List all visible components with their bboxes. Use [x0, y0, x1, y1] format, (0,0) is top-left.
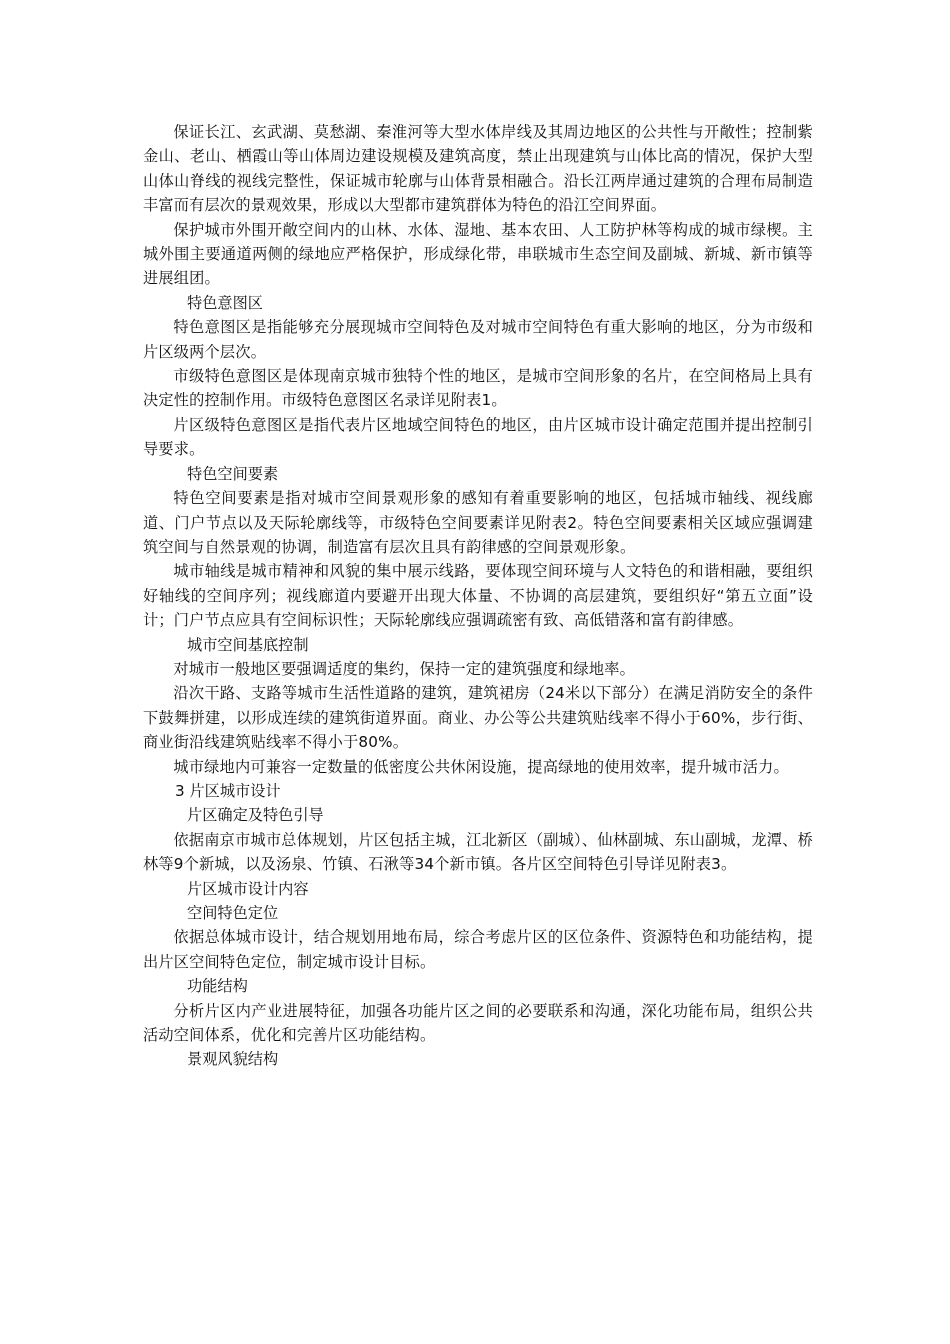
paragraph: 分析片区内产业进展特征，加强各功能片区之间的必要联系和沟通，深化功能布局，组织公共活动空间体系，优化和完善片区功能结构。 [143, 1001, 813, 1045]
section-heading: 城市空间基底控制 [187, 635, 309, 654]
section-heading: 片区确定及特色引导 [187, 806, 324, 825]
paragraph: 保护城市外围开敞空间内的山林、水体、湿地、基本农田、人工防护林等构成的城市绿楔。主城外围主要通道两侧的绿地应严格保护，形成绿化带，串联城市生态空间及副城、新城、新市镇等进展组团。 [143, 220, 813, 288]
paragraph: 依据总体城市设计，结合规划用地布局，综合考虑片区的区位条件、资源特色和功能结构，提出片区空间特色定位，制定城市设计目标。 [143, 928, 813, 971]
paragraph: 沿次干路、支路等城市生活性道路的建筑，建筑裙房（24米以下部分）在满足消防安全的条件下鼓舞拼建，以形成连续的建筑街道界面。商业、办公等公共建筑贴线率不得小于60%，步行街、商业街沿线建筑贴线率不得小于80%。 [143, 684, 813, 752]
paragraph: 特色空间要素是指对城市空间景观形象的感知有着重要影响的地区，包括城市轴线、视线廊道、门户节点以及天际轮廓线等，市级特色空间要素详见附表2。特色空间要素相关区域应强调建筑空间与自然景观的协调，制造富有层次且具有韵律感的空间景观形象。 [143, 489, 813, 556]
section-heading: 景观风貌结构 [187, 1050, 279, 1069]
chapter-heading: 3 片区城市设计 [175, 781, 281, 800]
section-heading: 特色空间要素 [187, 464, 279, 483]
section-heading: 空间特色定位 [187, 904, 279, 922]
section-heading: 特色意图区 [187, 293, 263, 312]
paragraph: 对城市一般地区要强调适度的集约，保持一定的建筑强度和绿地率。 [173, 659, 636, 678]
paragraph: 依据南京市城市总体规划，片区包括主城，江北新区（副城）、仙林副城、东山副城，龙潭、桥林等9个新城，以及汤泉、竹镇、石湫等34个新市镇。各片区空间特色引导详见附表3。 [143, 830, 813, 874]
paragraph: 城市轴线是城市精神和风貌的集中展示线路，要体现空间环境与人文特色的和谐相融，要组织好轴线的空间序列；视线廊道内要避开出现大体量、不协调的高层建筑，要组织好“第五立面”设计；门户节点应具有空间标识性；天际轮廓线应强调疏密有致、高低错落和富有韵律感。 [143, 562, 813, 630]
section-heading: 片区城市设计内容 [187, 879, 309, 898]
paragraph: 城市绿地内可兼容一定数量的低密度公共休闲设施，提高绿地的使用效率，提升城市活力。 [173, 757, 789, 776]
paragraph: 特色意图区是指能够充分展现城市空间特色及对城市空间特色有重大影响的地区，分为市级和片区级两个层次。 [143, 318, 813, 361]
paragraph: 保证长江、玄武湖、莫愁湖、秦淮河等大型水体岸线及其周边地区的公共性与开敞性；控制紫金山、老山、栖霞山等山体周边建设规模及建筑高度，禁止出现建筑与山体比高的情况，保护大型山体山脊线的视线完整性，保证城市轮廓与山体背景相融合。沿长江两岸通过建筑的合理布局制造丰富而有层次的景观效果，形成以大型都市建筑群体为特色的沿江空间界面。 [143, 123, 813, 215]
paragraph: 片区级特色意图区是指代表片区地域空间特色的地区，由片区城市设计确定范围并提出控制引导要求。 [143, 415, 813, 459]
document-body [143, 120, 813, 1072]
paragraph: 市级特色意图区是体现南京城市独特个性的地区，是城市空间形象的名片，在空间格局上具有决定性的控制作用。市级特色意图区名录详见附表1。 [143, 367, 813, 410]
section-heading: 功能结构 [187, 977, 248, 996]
